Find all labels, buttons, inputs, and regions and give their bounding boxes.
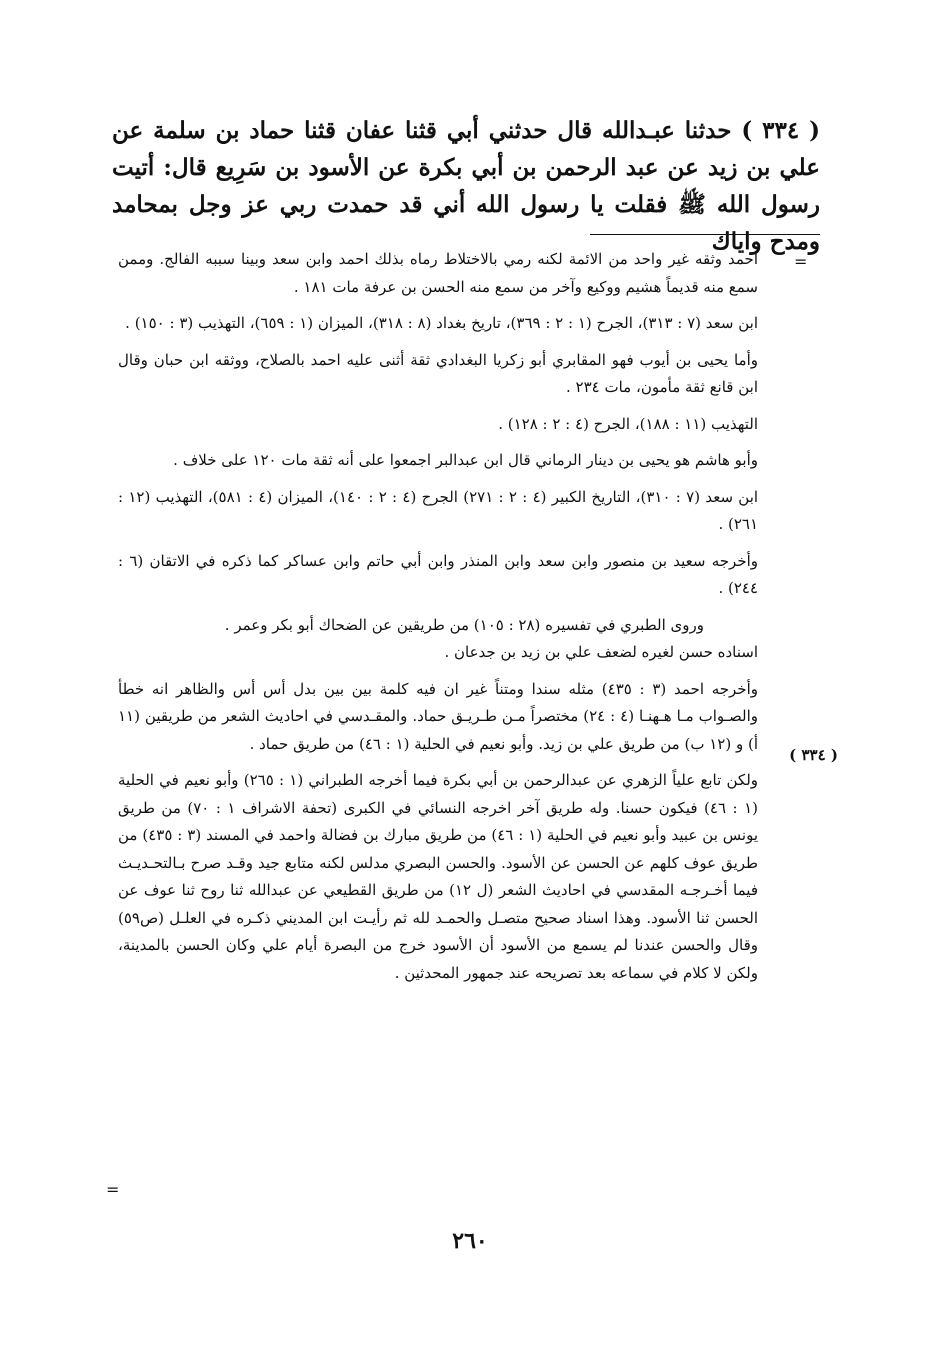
footnote-references: ابن سعد (٧ : ٣١٣)، الجرح (١ : ٢ : ٣٦٩)، تاريخ بغداد (٨ : ٣١٨)، الميزان (١ : ٦٥٩)، التهذيب (٣ : ١٥٠) . [125,314,758,332]
continuation-mark-top: = [794,252,808,271]
footnote-takhrij: وأخرجه احمد (٣ : ٤٣٥) مثله سندا ومتناً غير ان فيه كلمة بين بين بدل أس أس والظاهر انه خطأ والصـواب مـا هـهنـا (٤ : ٢٤) مختصراً مـن طـريـق حماد. والمقـدسي في احاديث الشعر من طريقين (١١ أ) و (١٢ ب) من طريق علي بن زيد. وأبو نعيم في الحلية (١ : ٤٦) من طريق حماد . [118,679,758,753]
footnote-references: ابن سعد (٧ : ٣١٠)، التاريخ الكبير (٤ : ٢ : ٢٧١) الجرح (٤ : ٢ : ١٤٠)، الميزان (٤ : ٥٨١)، التهذيب (١٢ : ٢٦١) . [118,487,759,533]
hadith-main-text [112,112,820,260]
footnote-takhrij: وروى الطبري في تفسيره (٢٨ : ١٠٥) من طريقين عن الضحاك أبو بكر وعمر . [224,615,704,634]
hadith-paragraph: ( ٣٣٤ ) حدثنا عبـدالله قال حدثني أبي قثنا عفان قثنا حماد بن سلمة عن علي بن زيد عن عبد الرحمن بن أبي بكرة عن الأسود بن سَرِيع قال: أتيت رسول الله ﷺ فقلت يا رسول الله أني قد حمدت ربي عز وجل بمحامد ومدح واياك [112,117,820,255]
footnote-narrator-note: احمد وثقه غير واحد من الائمة لكنه رمي بالاختلاط رماه بذلك احمد وابن سعد وبينا سببه الفالج. وممن سمع منه قديماً هشيم ووكيع وآخر من سمع منه الحسن بن عرفة مات ١٨١ . [118,250,758,296]
page-number: ٢٦٠ [452,1228,488,1254]
continuation-mark-bottom: = [106,1180,120,1199]
footnote-separator [590,234,820,235]
hadith-number-label: ( ٣٣٤ ) [789,746,838,764]
footnote-takhrij: ولكن تابع علياً الزهري عن عبدالرحمن بن أبي بكرة فيما أخرجه الطبراني (١ : ٢٦٥) وأبو نعيم في الحلية (١ : ٤٦) فيكون حسنا. وله طريق آخر اخرجه النسائي في الكبرى (تحفة الاشراف ١ : ٧٠) من طريق يونس بن عبيد وأبو نعيم في الحلية (١ : ٤٦) من طريق مبارك بن فضالة واحمد في المسند (٣ : ٤٣٥) من طريق عوف كلهم عن الحسن عن الأسود. والحسن البصري مدلس لكنه متابع جيد وقـد صرح بـالتحـديـث فيما أخـرجـه المقدسي في احاديث الشعر (ل ١٢) من طريق القطيعي عن عبدالله ثنا روح ثنا عوف عن الحسن ثنا الأسود. وهذا اسناد صحيح متصـل والحمـد لله ثم رأيـت ابن المديني ذكـره في العلـل (ص٥٩) وقال والحسن عندنا لم يسمع من الأسود أن الأسود خرج من البصرة أيام علي وكان الحسن بالمدينة، ولكن لا كلام في سماعه بعد تصريحه عند جمهور المحدثين . [118,771,759,982]
footnote-takhrij: وأخرجه سعيد بن منصور وابن سعد وابن المنذر وابن أبي حاتم وابن عساكر كما ذكره في الاتقان (٦ : ٢٤٤) . [118,551,759,597]
footnotes [118,246,758,987]
footnote-narrator-note: وأما يحيى بن أيوب فهو المقابري أبو زكريا البغدادي ثقة أثنى عليه احمد بالصلاح، ووثقه ابن حبان وقال ابن قانع ثقة مأمون، مات ٢٣٤ . [118,350,758,396]
footnote-narrator-note: وأبو هاشم هو يحيى بن دينار الرماني قال ابن عبدالبر اجمعوا على أنه ثقة مات ١٢٠ على خلاف . [173,451,758,469]
footnote-grading: اسناده حسن لغيره لضعف علي بن زيد بن جدعان . [444,643,758,661]
footnote-references: التهذيب (١١ : ١٨٨)، الجرح (٤ : ٢ : ١٢٨) . [498,414,758,433]
